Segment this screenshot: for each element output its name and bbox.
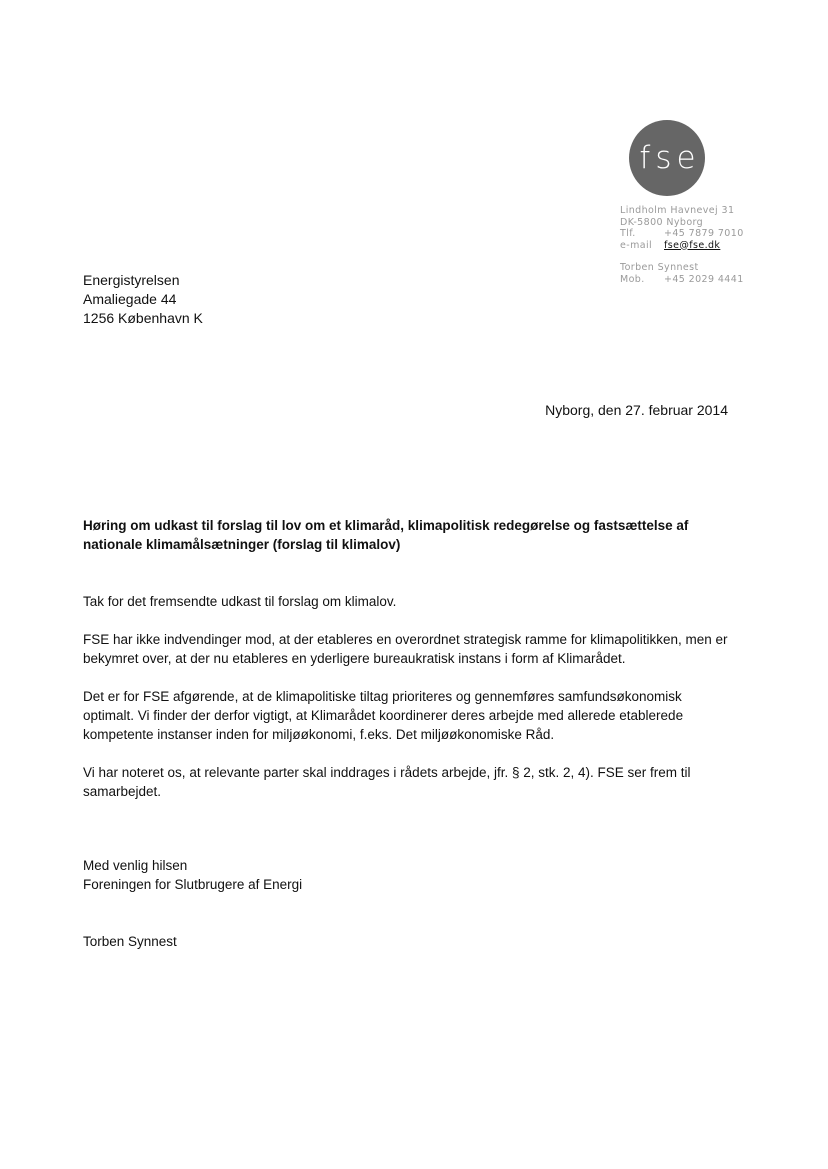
mobile-value: +45 2029 4441 [664,273,744,285]
body-paragraph: FSE har ikke indvendinger mod, at der etableres en overordnet strategisk ramme for klimapolitikken, men er bekymret over, at der nu etableres en yderligere bureaukratisk instans i form af Klimarådet. [83,632,728,666]
recipient-name: Energistyrelsen [83,272,180,288]
signature-name: Torben Synnest [83,934,177,949]
sender-mobile-row [620,274,744,286]
recipient-street: Amaliegade 44 [83,291,177,307]
sender-email-row [620,240,744,252]
fse-logo [629,120,705,196]
email-label: e-mail [620,239,653,251]
logo-text: fse [639,140,701,176]
sender-address-line2: DK-5800 Nyborg [620,216,704,228]
closing-block [83,856,302,894]
letter-date: Nyborg, den 27. februar 2014 [545,402,728,418]
body-paragraph: Tak for det fremsendte udkast til forslag om klimalov. [83,594,397,609]
closing-organization: Foreningen for Slutbrugere af Energi [83,877,303,892]
phone-value: +45 7879 7010 [664,228,744,239]
recipient-address [83,271,203,328]
letter-body [83,592,733,820]
sender-phone-row [620,228,744,240]
sender-block [620,205,744,285]
email-link[interactable]: fse@fse.dk [664,239,721,251]
phone-label: Tlf. [620,228,636,239]
body-paragraph: Det er for FSE afgørende, at de klimapolitiske tiltag prioriteres og gennemføres samfundsøkonomisk optimalt. Vi finder der derfor vigtigt, at Klimarådet koordinerer deres arbejde med allerede etablerede kompetente instanser inden for miljøøkonomi, f.eks. Det miljøøkonomiske Råd. [83,689,684,742]
recipient-city: 1256 København K [83,310,203,326]
closing-greeting: Med venlig hilsen [83,858,188,873]
body-paragraph: Vi har noteret os, at relevante parter skal inddrages i rådets arbejde, jfr. § 2, stk. 2, 4). FSE ser frem til samarbejdet. [83,765,691,799]
mobile-label: Mob. [620,273,645,285]
sender-address-line1: Lindholm Havnevej 31 [620,205,735,216]
contact-name: Torben Synnest [620,262,699,273]
letter-subject: Høring om udkast til forslag til lov om et klimaråd, klimapolitisk redegørelse og fastsættelse af nationale klimamålsætninger (forslag til klimalov) [83,518,689,552]
